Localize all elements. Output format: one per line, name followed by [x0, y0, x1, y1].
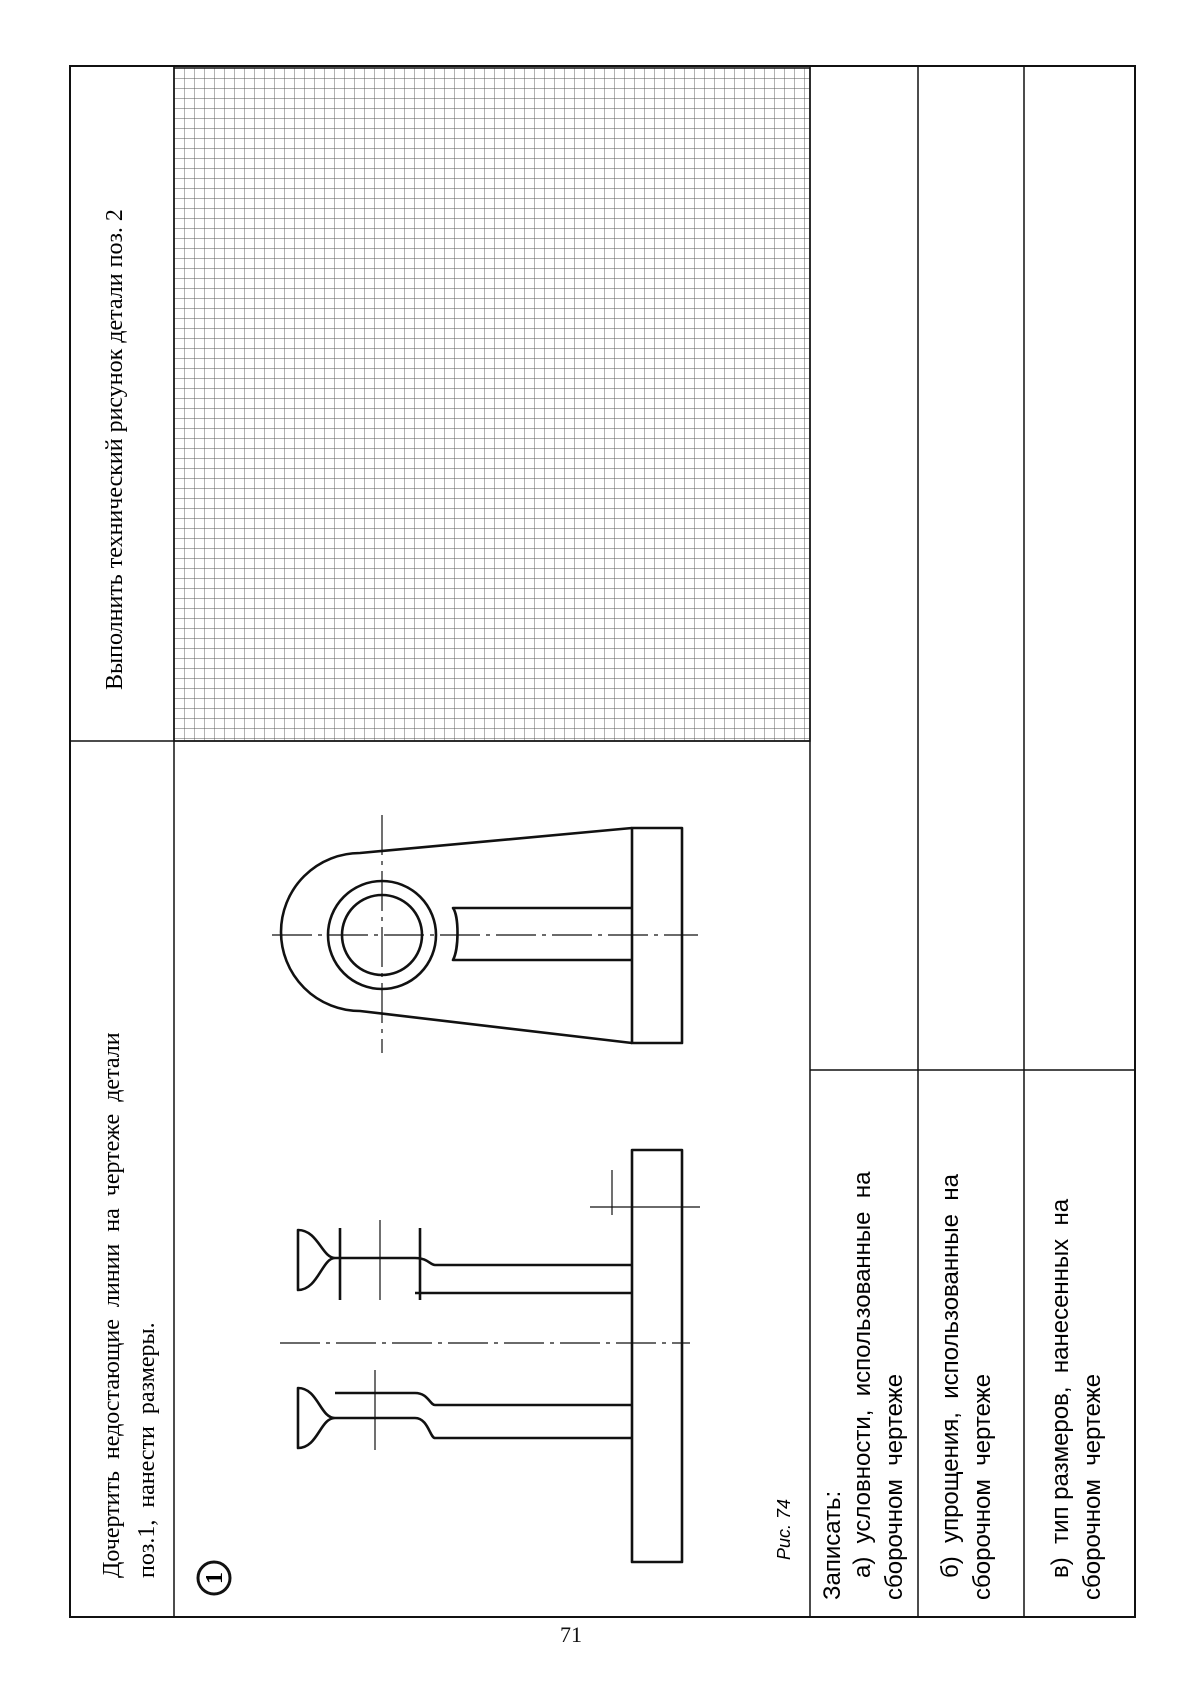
record-b-line2: сборочном чертеже	[969, 1373, 996, 1600]
record-b-line1: б) упрощения, использованные на	[937, 1174, 964, 1578]
position-marker	[198, 1562, 230, 1594]
record-heading: Записать:	[819, 1490, 846, 1600]
side-view-drawing	[298, 1150, 682, 1562]
position-number: 1	[202, 1572, 228, 1584]
record-c-line2: сборочном чертеже	[1079, 1373, 1106, 1600]
front-slot	[453, 908, 632, 960]
front-view-centerlines	[272, 815, 698, 1053]
record-c-line1: в) тип размеров, нанесенных на	[1047, 1198, 1074, 1578]
side-view-centerlines	[280, 1170, 700, 1450]
task1-line1: Дочертить недостающие линии на чертеже детали	[99, 1032, 125, 1578]
base-flange	[632, 1150, 682, 1562]
upper-arm	[298, 1230, 632, 1290]
task2-text: Выполнить технический рисунок детали поз. 2	[102, 209, 128, 690]
record-a-line2: сборочном чертеже	[881, 1373, 908, 1600]
page-number: 71	[560, 1622, 582, 1647]
task1-line2: поз.1, нанести размеры.	[134, 1322, 160, 1578]
record-a-line1: а) условности, использованные на	[849, 1171, 876, 1578]
lower-arm-bottom	[335, 1393, 632, 1405]
figure-caption: Рис. 74	[774, 1498, 794, 1560]
grid-drawing-area	[174, 68, 810, 741]
lower-arm	[298, 1388, 632, 1448]
